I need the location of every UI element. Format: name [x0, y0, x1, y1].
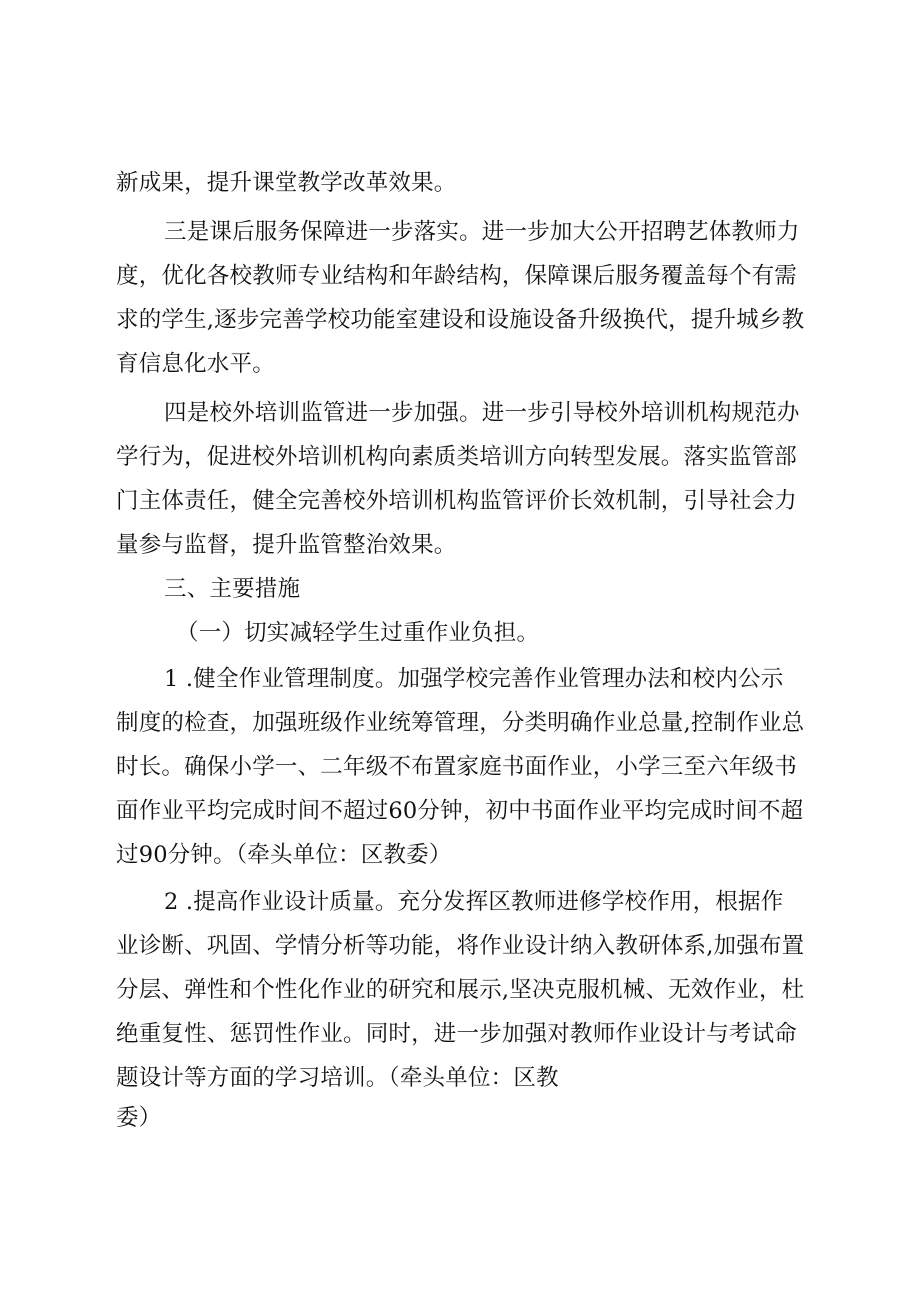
text-line-9: 量参与监督，提升监管整治效果。 — [116, 532, 457, 558]
text-line-21: 题设计等方面的学习培训。（牵头单位：区教 — [116, 1065, 559, 1091]
text-line-5: 育信息化水平。 — [116, 351, 275, 377]
section-heading-main-measures: 三、主要措施 — [164, 576, 301, 602]
paragraph-3-heading-line: 三是课后服务保障进一步落实。进一步加大公开招聘艺体教师力 — [164, 219, 800, 245]
subsection-heading-1: （一）切实减轻学生过重作业负担。 — [176, 620, 540, 646]
text-line-19: 分层、弹性和个性化作业的研究和展示,坚决克服机械、无效作业，杜 — [116, 977, 805, 1003]
text-line-20: 绝重复性、惩罚性作业。同时，进一步加强对教师作业设计与考试命 — [116, 1021, 798, 1047]
text-line-7: 学行为，促进校外培训机构向素质类培训方向转型发展。落实监管部 — [116, 444, 798, 470]
text-line-13: 制度的检查，加强班级作业统筹管理，分类明确作业总量,控制作业总 — [116, 710, 805, 736]
text-line-16: 过90分钟。（牵头单位：区教委） — [116, 842, 452, 868]
text-line-15: 面作业平均完成时间不超过60分钟，初中书面作业平均完成时间不超 — [116, 798, 804, 824]
text-line-3: 度，优化各校教师专业结构和年龄结构，保障课后服务覆盖每个有需 — [116, 263, 798, 289]
text-line-22: 委） — [116, 1105, 162, 1131]
text-line-14: 时长。确保小学一、二年级不布置家庭书面作业，小学三至六年级书 — [116, 754, 798, 780]
text-line-4: 求的学生,逐步完善学校功能室建设和设施设备升级换代，提升城乡教 — [116, 307, 805, 333]
item-1-heading-line: 1 .健全作业管理制度。加强学校完善作业管理办法和校内公示 — [164, 666, 784, 692]
text-line-8: 门主体责任，健全完善校外培训机构监管评价长效机制，引导社会力 — [116, 488, 798, 514]
text-line-18: 业诊断、巩固、学情分析等功能，将作业设计纳入教研体系,加强布置 — [116, 933, 805, 959]
item-2-heading-line: 2 .提高作业设计质量。充分发挥区教师进修学校作用，根据作 — [164, 889, 784, 915]
paragraph-4-heading-line: 四是校外培训监管进一步加强。进一步引导校外培训机构规范办 — [164, 400, 800, 426]
text-line-1: 新成果，提升课堂教学改革效果。 — [116, 170, 457, 196]
